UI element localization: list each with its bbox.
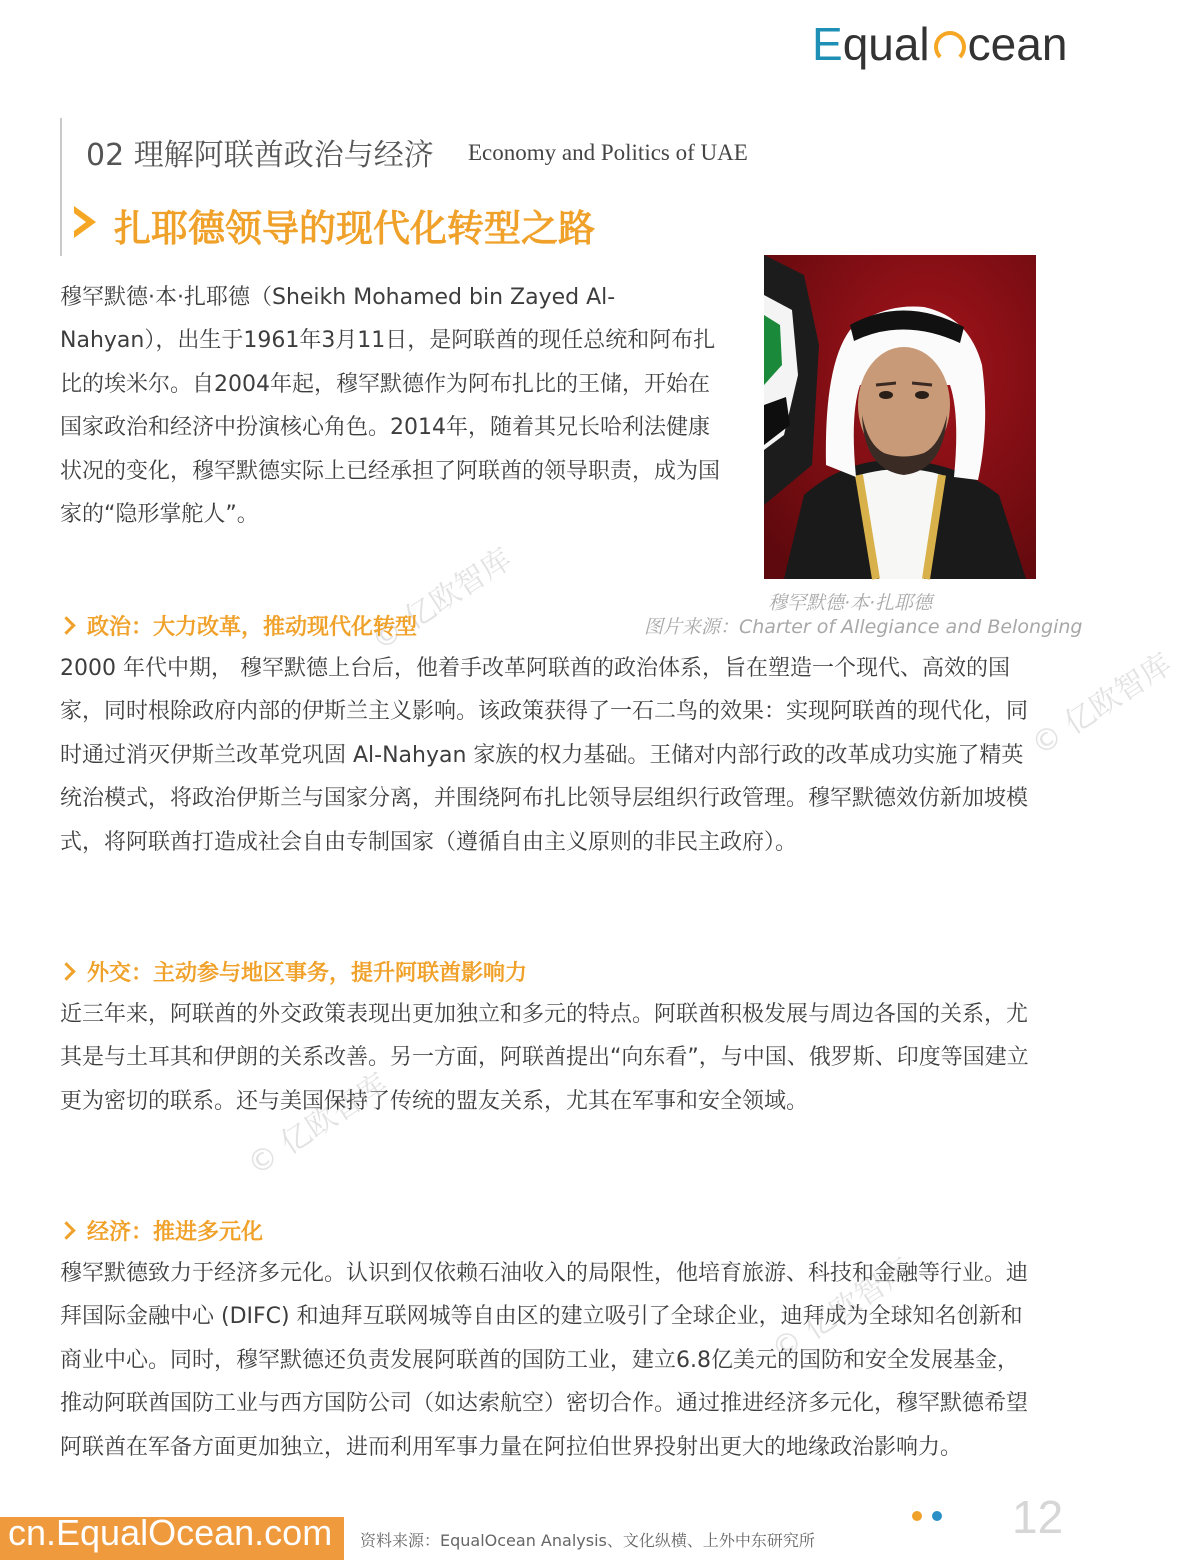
politics-heading xyxy=(60,610,417,641)
page-number: 12 xyxy=(1012,1491,1064,1543)
section-title: 02 理解阿联酋政治与经济 xyxy=(86,138,434,173)
portrait-photo xyxy=(764,255,1036,579)
header-divider xyxy=(60,118,62,256)
diplomacy-heading-label: 外交：主动参与地区事务，提升阿联酋影响力 xyxy=(87,961,528,986)
portrait-caption: 穆罕默德·本·扎耶德 xyxy=(768,592,933,614)
section-title-en: Economy and Politics of UAE xyxy=(468,140,748,165)
watermark: © 亿欧智库 xyxy=(1025,646,1179,764)
watermark: © 亿欧智库 xyxy=(241,1066,395,1184)
diplomacy-heading xyxy=(60,956,527,987)
watermark: © 亿欧智库 xyxy=(765,1251,919,1369)
heading-arrow-icon xyxy=(74,206,96,238)
footer-url[interactable]: cn.EqualOcean.com xyxy=(8,1512,333,1553)
chevron-right-icon xyxy=(57,962,75,980)
logo-text-qual: qual xyxy=(842,18,930,70)
diplomacy-paragraph: 近三年来，阿联酋的外交政策表现出更加独立和多元的特点。阿联酋积极发展与周边各国的关系，尤其是与土耳其和伊朗的关系改善。另一方面，阿联酋提出“向东看”，与中国、俄罗斯、印度等国建立更为密切的联系。还与美国保持了传统的盟友关系，尤其在军事和安全领域。 xyxy=(60,1002,1029,1114)
politics-heading-label: 政治：大力改革，推动现代化转型 xyxy=(87,615,418,640)
watermark: © 亿欧智库 xyxy=(365,541,519,659)
economy-heading xyxy=(60,1215,263,1246)
logo-letter-e: E xyxy=(812,18,843,70)
logo-text-cean: cean xyxy=(967,18,1068,70)
logo-circle-icon xyxy=(934,31,966,63)
intro-paragraph: 穆罕默德·本·扎耶德（Sheikh Mohamed bin Zayed Al-Nahyan），出生于1961年3月11日，是阿联酋的现任总统和阿布扎比的埃米尔。自2004年起，穆罕默德作为阿布扎比的王储，开始在国家政治和经济中扮演核心角色。2014年，随着其兄长哈利法健康状况的变化，穆罕默德实际上已经承担了阿联酋的领导职责，成为国家的“隐形掌舵人”。 xyxy=(60,285,721,528)
equalocean-logo xyxy=(812,14,1067,74)
blue-dot-icon xyxy=(932,1511,942,1521)
economy-paragraph: 穆罕默德致力于经济多元化。认识到仅依赖石油收入的局限性，他培育旅游、科技和金融等行业。迪拜国际金融中心 (DIFC) 和迪拜互联网城等自由区的建立吸引了全球企业，迪拜成为全球知名创新和商业中心。同时，穆罕默德还负责发展阿联酋的国防工业，建立6.8亿美元的国防和安全发展基金，推动阿联酋国防工业与西方国防公司（如达索航空）密切合作。通过推进经济多元化，穆罕默德希望阿联酋在军备方面更加独立，进而利用军事力量在阿拉伯世界投射出更大的地缘政治影响力。 xyxy=(60,1261,1029,1460)
orange-dot-icon xyxy=(912,1511,922,1521)
economy-heading-label: 经济：推进多元化 xyxy=(87,1220,264,1245)
main-heading: 扎耶德领导的现代化转型之路 xyxy=(114,207,595,250)
chevron-right-icon xyxy=(57,616,75,634)
chevron-right-icon xyxy=(57,1221,75,1239)
photo-source: 图片来源：Charter of Allegiance and Belonging xyxy=(644,616,1083,638)
politics-paragraph: 2000 年代中期， 穆罕默德上台后，他着手改革阿联酋的政治体系，旨在塑造一个现代、高效的国家，同时根除政府内部的伊斯兰主义影响。该政策获得了一石二鸟的效果：实现阿联酋的现代化，同时通过消灭伊斯兰改革党巩固 Al-Nahyan 家族的权力基础。王储对内部行政的改革成功实施了精英统治模式，将政治伊斯兰与国家分离，并围绕阿布扎比领导层组织行政管理。穆罕默德效仿新加坡模式，将阿联酋打造成社会自由专制国家（遵循自由主义原则的非民主政府）。 xyxy=(60,656,1029,855)
footer-source: 资料来源：EqualOcean Analysis、文化纵横、上外中东研究所 xyxy=(360,1531,815,1550)
